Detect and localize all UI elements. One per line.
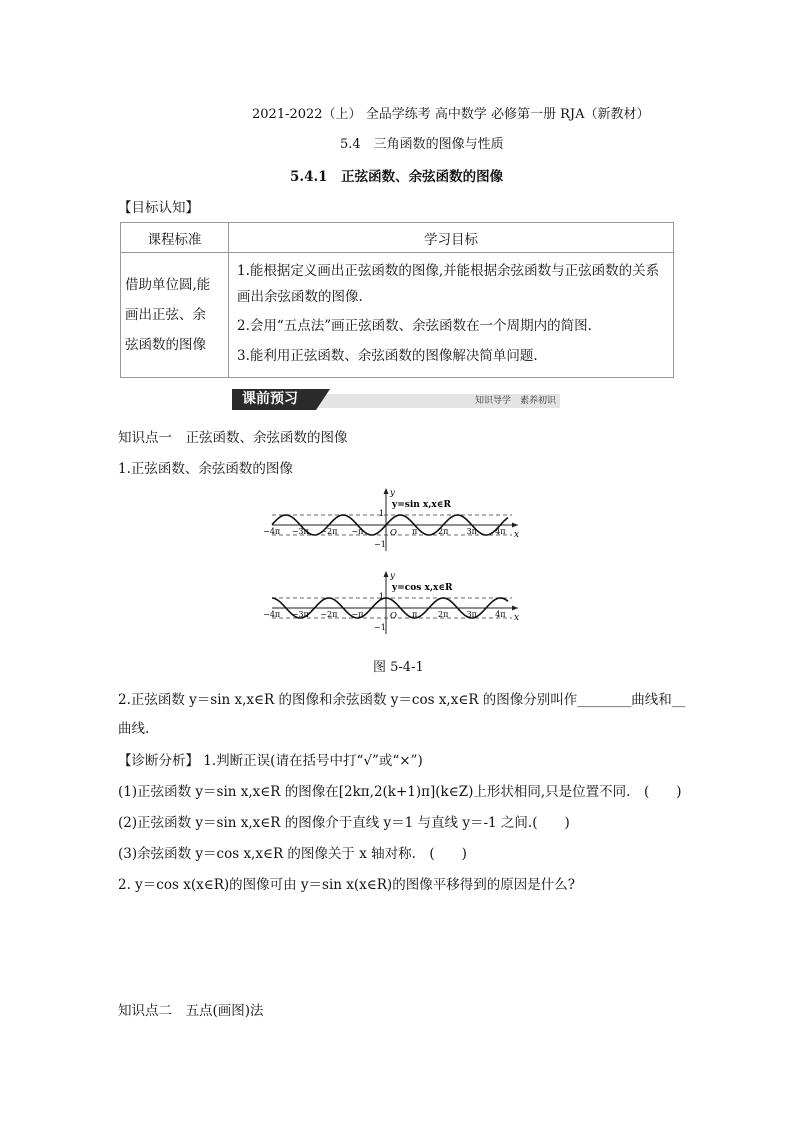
standard-line: 借助单位圆,能 <box>125 277 211 293</box>
x-tick-label: π <box>411 610 418 619</box>
x-axis-label: x <box>514 530 520 540</box>
x-tick-label: −4π <box>263 610 281 619</box>
tick-label-one: 1 <box>379 592 385 601</box>
goals-table <box>120 222 674 378</box>
x-tick-label: −2π <box>320 610 338 619</box>
standard-cell <box>121 253 229 378</box>
knowledge1-item1: 1.正弦函数、余弦函数的图像 <box>118 461 293 477</box>
tick-label-minus-one: −1 <box>374 623 386 632</box>
knowledge1-title: 知识点一 正弦函数、余弦函数的图像 <box>118 430 348 446</box>
y-axis-arrow <box>384 571 389 577</box>
lesson-title: 5.4.1 正弦函数、余弦函数的图像 <box>290 169 504 185</box>
x-tick-label: −4π <box>263 527 281 536</box>
section-title: 5.4 三角函数的图像与性质 <box>340 137 504 152</box>
col-objectives-header: 学习目标 <box>229 223 674 253</box>
x-tick-label: −2π <box>320 527 338 536</box>
knowledge2-title: 知识点二 五点(画图)法 <box>118 1003 264 1019</box>
origin-label: O <box>390 611 397 621</box>
x-axis-arrow <box>512 523 518 528</box>
x-axis-arrow <box>512 606 518 611</box>
x-tick-label: 3π <box>466 527 477 536</box>
objective-line: 画出余弦函数的图像. <box>237 289 363 305</box>
tick-label-one: 1 <box>379 509 385 518</box>
sin-graph <box>263 488 519 551</box>
x-tick-label: −3π <box>291 527 309 536</box>
sin-function-label: y=sin x,x∈R <box>392 500 451 510</box>
cos-graph <box>263 571 519 634</box>
tick-label-minus-one: −1 <box>374 540 386 549</box>
y-axis-label: y <box>390 488 395 498</box>
banner-label: 课前预习 <box>232 389 316 410</box>
diagnosis-line <box>118 749 423 769</box>
objectives-cell <box>229 253 674 378</box>
x-tick-label: π <box>411 527 418 536</box>
x-tick-label: −π <box>351 527 364 536</box>
x-tick-label: −π <box>351 610 364 619</box>
goals-heading: 【目标认知】 <box>118 200 199 216</box>
trig-graphs-figure <box>260 478 540 648</box>
question-2: (2)正弦函数 y＝sin x,x∈R 的图像介于直线 y＝1 与直线 y＝-1 之间.( ) <box>118 815 570 831</box>
diagnosis-intro: 1.判断正误(请在括号中打“√”或“×”) <box>199 753 423 769</box>
x-tick-label: 2π <box>437 527 449 536</box>
figure-caption: 图 5-4-1 <box>373 660 424 675</box>
x-axis-label: x <box>514 613 520 623</box>
x-tick-label: −3π <box>291 610 309 619</box>
banner-tip: 知识导学 素养初识 <box>474 396 556 406</box>
origin-label: O <box>390 528 397 538</box>
banner-triangle <box>316 389 330 410</box>
question-1: (1)正弦函数 y＝sin x,x∈R 的图像在[2kπ,2(k+1)π](k∈Z)上形状相同,只是位置不同. ( ) <box>118 784 682 800</box>
diagnosis-heading: 【诊断分析】 <box>118 753 199 769</box>
objective-line: 1.能根据定义画出正弦函数的图像,并能根据余弦函数与正弦函数的关系 <box>237 263 660 279</box>
y-axis-arrow <box>384 488 389 494</box>
x-tick-label: 2π <box>437 610 449 619</box>
document-header: 2021-2022（上） 全品学练考 高中数学 必修第一册 RJA（新教材） <box>252 107 650 122</box>
standard-line: 弦函数的图像 <box>125 337 206 353</box>
x-tick-label: 4π <box>495 610 506 619</box>
objective-line: 2.会用“五点法”画正弦函数、余弦函数在一个周期内的简图. <box>237 318 592 334</box>
knowledge1-item2: 2.正弦函数 y＝sin x,x∈R 的图像和余弦函数 y＝cos x,x∈R 的图像分别叫作________曲线和__ <box>118 692 686 708</box>
x-tick-label: 4π <box>495 527 506 536</box>
preview-banner <box>232 389 560 410</box>
knowledge1-item2-cont: 曲线. <box>118 721 150 737</box>
question-3: (3)余弦函数 y＝cos x,x∈R 的图像关于 x 轴对称. ( ) <box>118 846 467 862</box>
question-4: 2. y＝cos x(x∈R)的图像可由 y＝sin x(x∈R)的图像平移得到的原因是什么? <box>118 877 575 893</box>
objective-line: 3.能利用正弦函数、余弦函数的图像解决简单问题. <box>237 348 538 364</box>
y-axis-label: y <box>390 571 395 581</box>
col-standard-header: 课程标准 <box>121 223 229 253</box>
standard-line: 画出正弦、余 <box>125 307 206 323</box>
x-tick-label: 3π <box>466 610 477 619</box>
cos-function-label: y=cos x,x∈R <box>392 583 453 593</box>
